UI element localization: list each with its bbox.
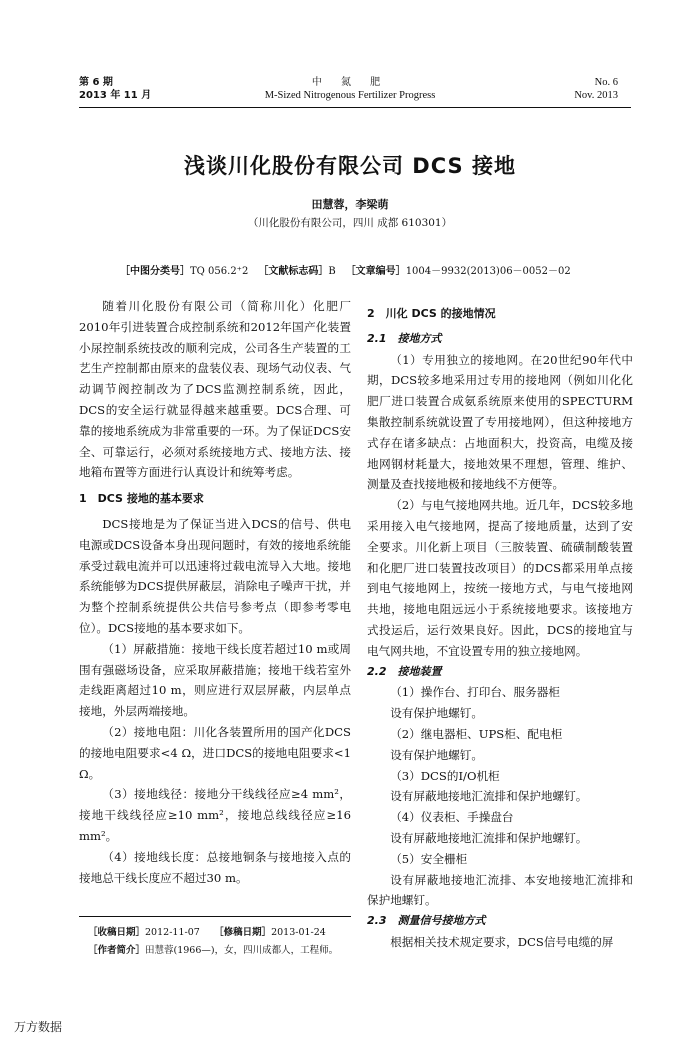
subsection-2-1-heading: 2.1 接地方式 <box>367 331 442 345</box>
article-number-value: 1004－9932(2013)06－0052－02 <box>405 266 571 277</box>
equipment-item-5-detail: 设有屏蔽地接地汇流排、本安地接地汇流排和保护地螺钉。 <box>367 872 633 908</box>
requirement-resistance: （2）接地电阻：川化各装置所用的国产化DCS的接地电阻要求<4 Ω，进口DCS的接地电阻要求<1 Ω。 <box>79 724 351 781</box>
subsection-2-3-heading: 2.3 测量信号接地方式 <box>367 914 486 928</box>
footnote-dates <box>88 926 326 939</box>
wanfang-watermark: 万方数据 <box>14 1020 63 1034</box>
article-number-label: ［文章编号］ <box>345 266 406 277</box>
requirement-wire-length: （4）接地线长度：总接地铜条与接地接入点的接地总干线长度应不超过30 m。 <box>79 849 351 885</box>
section-1-heading: 1 DCS 接地的基本要求 <box>79 492 204 506</box>
clc-value: TQ 056.2⁺2 <box>190 266 249 277</box>
doc-code-label: ［文献标志码］ <box>258 266 329 277</box>
footnote-divider <box>79 916 351 917</box>
header-issue-cn: 第 6 期 <box>79 77 113 88</box>
equipment-item-4: （4）仪表柜、手操盘台 <box>390 810 514 825</box>
received-label: ［收稿日期］ <box>88 927 146 938</box>
equipment-item-3: （3）DCS的I/O机柜 <box>390 768 500 783</box>
subsection-2-2-heading: 2.2 接地装置 <box>367 664 442 678</box>
header-journal-cn: 中 氮 肥 <box>311 77 389 88</box>
header-issue-en <box>574 76 618 102</box>
equipment-item-2-detail: 设有保护地螺钉。 <box>390 747 483 762</box>
requirement-wire-diameter: （3）接地线径：接地分干线线径应≥4 mm²，接地干线线径应≥10 mm²，接地总线线径应≥16 mm²。 <box>79 787 351 843</box>
equipment-item-2: （2）继电器柜、UPS柜、配电柜 <box>390 726 563 741</box>
article-affiliation: （川化股份有限公司，四川 成都 610301） <box>247 217 453 229</box>
signal-grounding-paragraph: 根据相关技术规定要求，DCS信号电缆的屏 <box>390 934 614 949</box>
equipment-item-4-detail: 设有屏蔽地接地汇流排和保护地螺钉。 <box>390 830 588 845</box>
header-date-cn: 2013 年 11 月 <box>79 90 152 101</box>
revised-date: 2013-01-24 <box>271 927 326 938</box>
author-bio-label: ［作者简介］ <box>88 945 146 956</box>
equipment-item-1: （1）操作台、打印台、服务器柜 <box>390 685 560 700</box>
clc-label: ［中图分类号］ <box>120 266 190 277</box>
doc-code-value: B <box>328 266 336 277</box>
footnote-author <box>88 944 338 957</box>
right-column <box>367 296 633 953</box>
grounding-method-shared: （2）与电气接地网共地。近几年，DCS较多地采用接入电气接地网，提高了接地质量，达到了安全要求。川化新上项目（三胺装置、硫磺制酸装置和化肥厂进口装置技改项目）的DCS都采用单点接到电气接地网上，按统一接地方式，与电气接地网共地，接地电阻远远小于系统接地要求。该接地方式投运后，运行效果良好。因此，DCS的接地宜与电气网共地，不宜设置专用的独立接地网。 <box>367 498 633 658</box>
left-column <box>79 296 351 888</box>
revised-label: ［修稿日期］ <box>218 927 272 938</box>
requirement-shielding: （1）屏蔽措施：接地干线长度若超过10 m或周围有强磁场设备，应采取屏蔽措施；接地干线若室外走线距离超过10 m，则应进行双层屏蔽，内层单点接地，外层两端接地。 <box>79 641 351 719</box>
article-title: 浅谈川化股份有限公司 DCS 接地 <box>184 154 516 178</box>
equipment-item-3-detail: 设有屏蔽地接地汇流排和保护地螺钉。 <box>390 789 588 804</box>
section-2-heading: 2 川化 DCS 的接地情况 <box>367 307 496 320</box>
received-date: 2012-11-07 <box>145 927 200 938</box>
header-journal-en: M-Sized Nitrogenous Fertilizer Progress <box>264 90 436 101</box>
classification-line <box>120 262 571 277</box>
header-date-en: Nov. 2013 <box>574 90 618 101</box>
grounding-method-dedicated: （1）专用独立的接地网。在20世纪90年代中期，DCS较多地采用过专用的接地网（例如川化化肥厂进口装置合成氨系统原来使用的SPECTURM集散控制系统就设置了专用接地网），但这种接地方式存在诸多缺点：占地面积大，投资高，电缆及接地网钢材耗量大，接地效果不理想，管理、维护、测量及查找接地极和接地线不方便等。 <box>367 352 633 492</box>
article-authors: 田慧蓉，李梁萌 <box>311 198 389 211</box>
author-bio: 田慧蓉(1966—)，女，四川成都人，工程师。 <box>145 945 339 956</box>
section-1-paragraph: DCS接地是为了保证当进入DCS的信号、供电电源或DCS设备本身出现问题时，有效的接地系统能承受过载电流并可以迅速将过载电流导入大地。接地系统能够为DCS提供屏蔽层，消除电子噪声干扰，并为整个控制系统提供公共信号参考点（即参考零电位）。DCS接地的基本要求如下。 <box>79 516 351 635</box>
equipment-item-1-detail: 设有保护地螺钉。 <box>390 706 483 721</box>
header-divider <box>79 107 631 108</box>
intro-paragraph: 随着川化股份有限公司（简称川化）化肥厂2010年引进装置合成控制系统和2012年国产化装置小尿控制系统技改的顺利完成，公司各生产装置的工艺生产控制都由原来的盘装仪表、现场气动仪表、气动调节阀控制改为了DCS监测控制系统，因此，DCS的安全运行就显得越来越重要。DCS合理、可靠的接地系统成为非常重要的一环。为了保证DCS安全、可靠运行，必须对系统接地方式、接地方法、接地箱布置等方面进行认真设计和统筹考虑。 <box>79 299 351 480</box>
header-issue-number-en: No. 6 <box>594 77 618 88</box>
equipment-item-5: （5）安全栅柜 <box>390 851 468 866</box>
